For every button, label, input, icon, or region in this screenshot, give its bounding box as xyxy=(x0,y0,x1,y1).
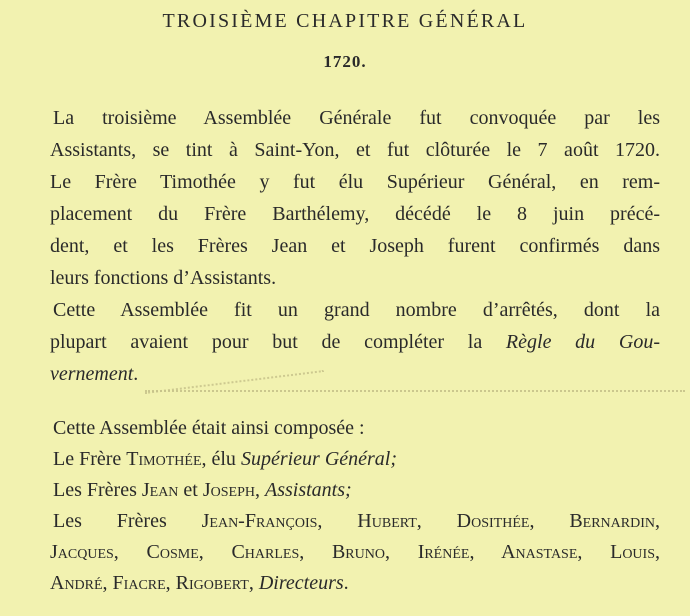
composition-line-5-sep: , xyxy=(248,572,259,594)
composition-line-2-sep: , xyxy=(255,479,265,501)
paragraph-2-line-3 xyxy=(50,358,660,390)
composition-line-3-pre: Les Frères xyxy=(53,510,202,532)
composition-line-4 xyxy=(50,537,660,568)
paragraph-2-line-2 xyxy=(50,326,660,358)
composition-line-1-pre: Le Frère xyxy=(53,448,127,470)
composition-line-2-mid: et xyxy=(178,479,203,501)
paragraph-1-line-4: placement du Frère Barthélemy, décédé le 8 juin précé- xyxy=(50,203,660,225)
composition-line-5 xyxy=(50,568,660,599)
paragraph-1-line-3: Le Frère Timothée y fut élu Supérieur Général, en rem- xyxy=(50,171,660,193)
composition-line-1-name: Timothée xyxy=(126,448,202,470)
paragraph-1-line-5: dent, et les Frères Jean et Joseph furent confirmés dans xyxy=(50,235,660,257)
composition-line-5-post: . xyxy=(343,572,349,594)
paragraph-2-line-1: Cette Assemblée fit un grand nombre d’arrêtés, dont la xyxy=(53,299,660,321)
paragraph-1-line-2: Assistants, se tint à Saint-Yon, et fut clôturée le 7 août 1720. xyxy=(50,139,660,161)
paragraph-2-line-3-post: . xyxy=(133,363,139,385)
dotted-separator xyxy=(145,390,685,392)
paragraph-2-line-3-italic: vernement xyxy=(50,363,134,385)
composition-line-2-name-2: Joseph xyxy=(202,479,255,501)
composition-line-1 xyxy=(50,444,660,475)
composition-line-2-name-1: Jean xyxy=(141,479,179,501)
composition-line-2-role: Assistants; xyxy=(265,479,352,501)
composition-line-1-role: Supérieur Général; xyxy=(240,448,398,470)
paragraph-1-line-1: La troisième Assemblée Générale fut convoquée par les xyxy=(53,107,660,129)
composition-section xyxy=(50,413,660,599)
composition-line-3 xyxy=(50,506,660,537)
composition-line-3-names: Jean-François, Hubert, Dosithée, Bernardin, xyxy=(201,510,660,532)
composition-line-1-mid: , élu xyxy=(201,448,241,470)
paragraph-1-line-6: leurs fonctions d’Assistants. xyxy=(50,267,277,289)
paragraph-2-line-2-italic: Règle du Gou- xyxy=(505,331,660,353)
composition-line-2-pre: Les Frères xyxy=(53,479,142,501)
main-body xyxy=(50,102,660,390)
paragraph-2-line-2-text: plupart avaient pour but de compléter la xyxy=(50,331,506,353)
composition-line-4-names: Jacques, Cosme, Charles, Bruno, Irénée, Anastase, Louis, xyxy=(50,541,660,563)
composition-line-2 xyxy=(50,475,660,506)
chapter-year: 1720. xyxy=(323,52,367,71)
composition-intro: Cette Assemblée était ainsi composée : xyxy=(53,417,365,439)
composition-line-5-names: André, Fiacre, Rigobert xyxy=(50,572,249,594)
chapter-title: TROISIÈME CHAPITRE GÉNÉRAL xyxy=(162,10,528,32)
composition-line-5-role: Directeurs xyxy=(258,572,344,594)
